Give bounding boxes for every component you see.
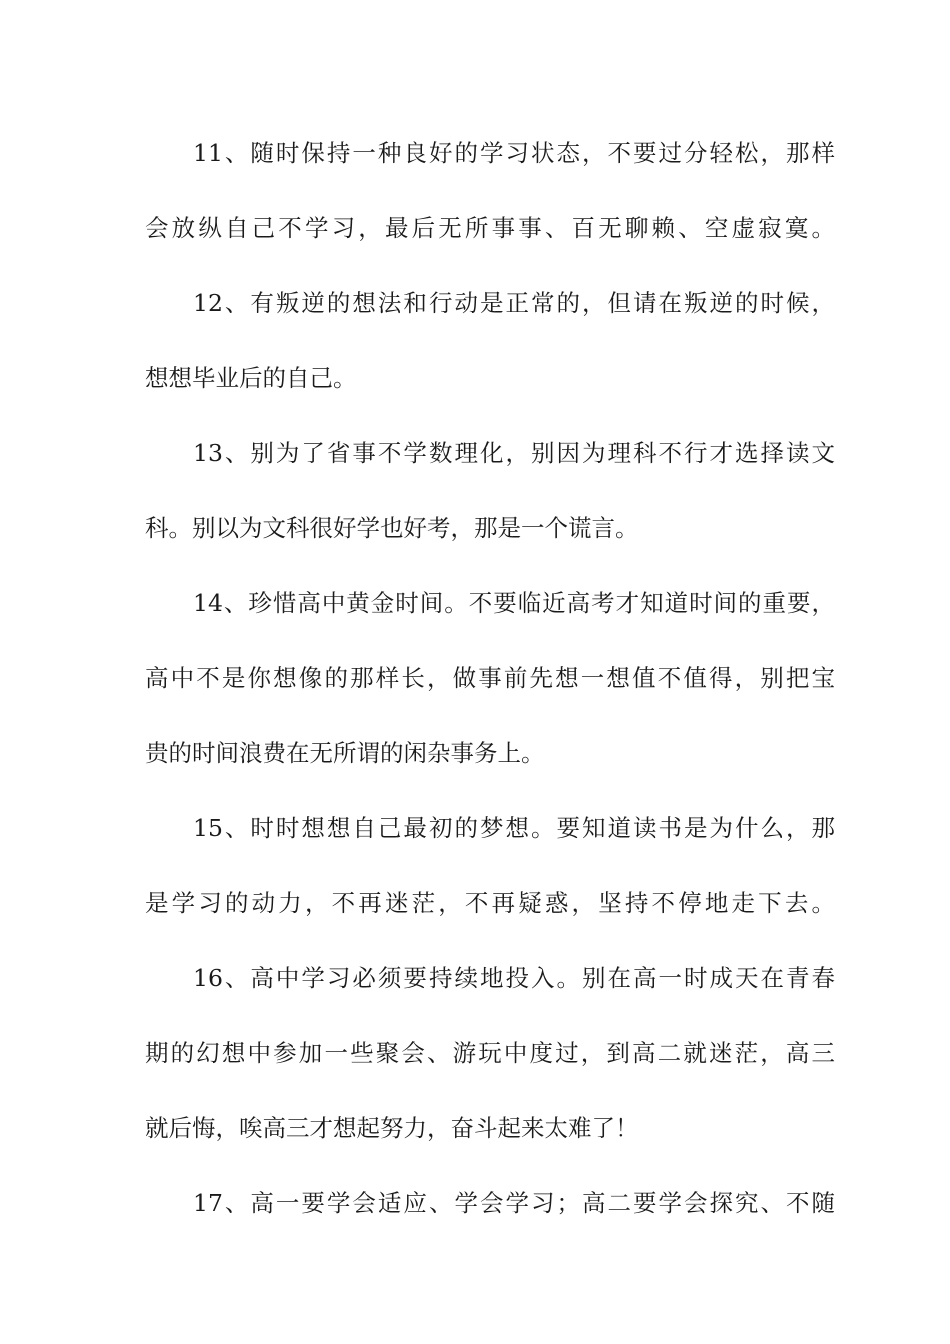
item-13-line-1: 13、别为了省事不学数理化，别因为理科不行才选择读文 xyxy=(193,439,835,467)
item-17-line-1: 17、高一要学会适应、学会学习；高二要学会探究、不随 xyxy=(193,1189,835,1217)
item-12-line-1: 12、有叛逆的想法和行动是正常的，但请在叛逆的时候， xyxy=(193,289,835,317)
item-14-line-1: 14、珍惜高中黄金时间。不要临近高考才知道时间的重要， xyxy=(193,589,835,617)
item-13-line-2: 科。别以为文科很好学也好考，那是一个谎言。 xyxy=(145,514,639,542)
item-12-line-2: 想想毕业后的自己。 xyxy=(145,364,357,392)
item-16-line-3: 就后悔，唉高三才想起努力，奋斗起来太难了！ xyxy=(145,1114,639,1142)
item-15-line-2: 是学习的动力，不再迷茫，不再疑惑，坚持不停地走下去。 xyxy=(145,889,835,917)
item-15-line-1: 15、时时想想自己最初的梦想。要知道读书是为什么，那 xyxy=(193,814,835,842)
item-16-line-1: 16、高中学习必须要持续地投入。别在高一时成天在青春 xyxy=(193,964,835,992)
item-14-line-2: 高中不是你想像的那样长，做事前先想一想值不值得，别把宝 xyxy=(145,664,835,692)
item-11-line-2: 会放纵自己不学习，最后无所事事、百无聊赖、空虚寂寞。 xyxy=(145,214,835,242)
item-14-line-3: 贵的时间浪费在无所谓的闲杂事务上。 xyxy=(145,739,545,767)
item-16-line-2: 期的幻想中参加一些聚会、游玩中度过，到高二就迷茫，高三 xyxy=(145,1039,835,1067)
item-11-line-1: 11、随时保持一种良好的学习状态，不要过分轻松，那样 xyxy=(193,139,835,167)
